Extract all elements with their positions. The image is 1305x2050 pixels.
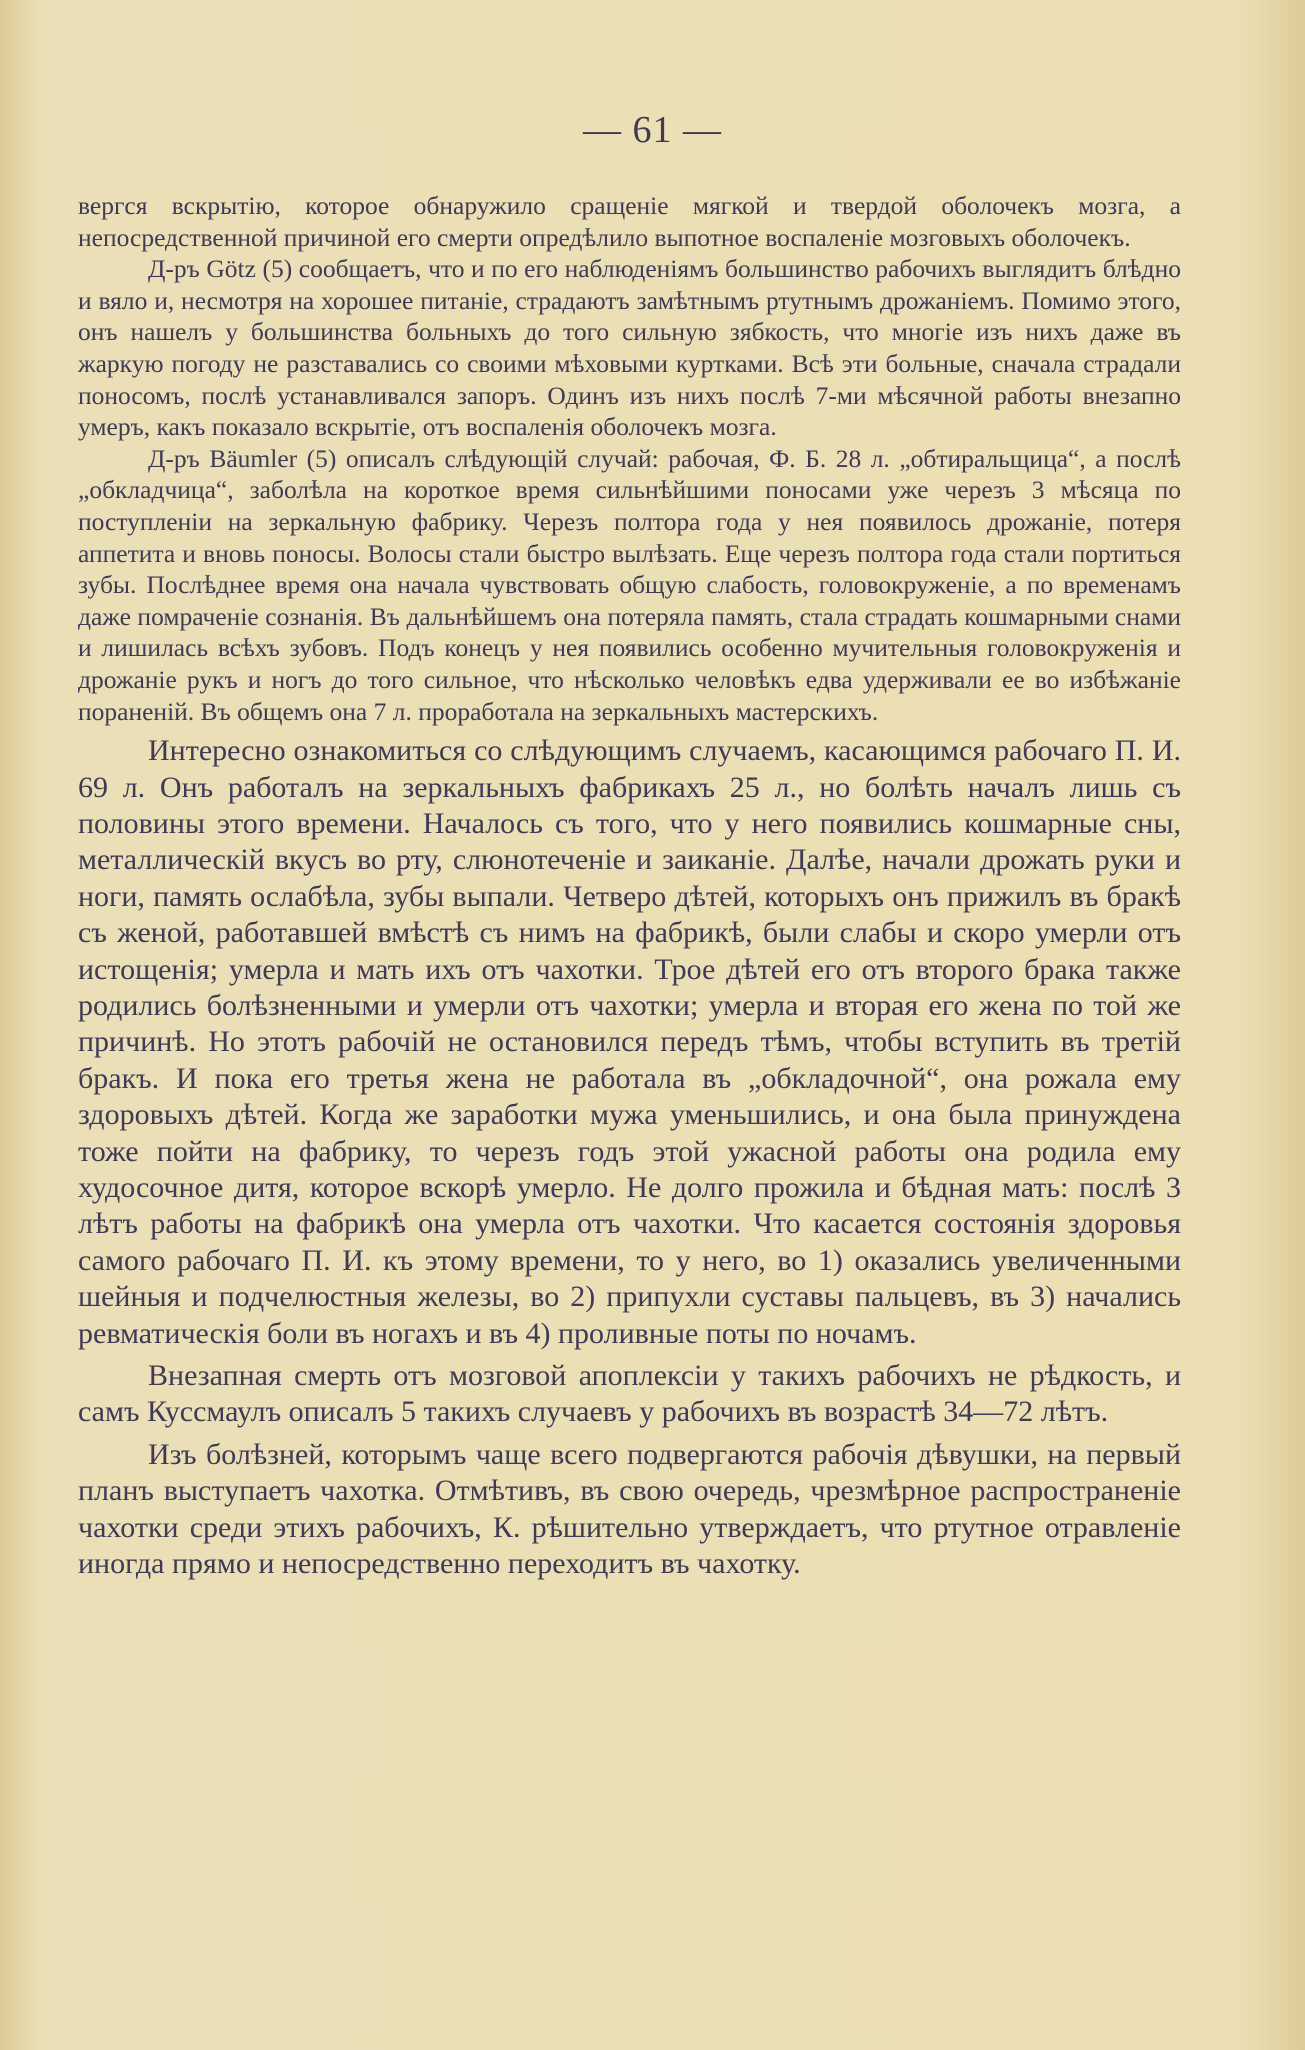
page-number: — 61 —	[583, 109, 722, 151]
paragraph-apoplexy: Внезапная смерть отъ мозговой апоплексіи у такихъ рабочихъ не рѣдкость, и самъ Куссмаулъ описалъ 5 такихъ случаевъ у рабочихъ въ возрастѣ 34—72 лѣтъ.	[78, 1359, 1181, 1429]
paragraph-baumler: Д-ръ Bäumler (5) описалъ слѣдующій случай: рабочая, Ф. Б. 28 л. „обтиральщица“, а послѣ „обкладчица“, заболѣла на короткое время сильнѣйшими поносами уже черезъ 3 мѣсяца по поступленіи на зеркальную фабрику. Черезъ полтора года у нея появилось дрожаніе, потеря аппетита и вновь поносы. Волосы стали быстро вылѣзать. Еще черезъ полтора года стали портиться зубы. Послѣднее время она начала чувствовать общую слабость, головокруженіе, а по временамъ даже помраченіе сознанія. Въ дальнѣйшемъ она потеряла память, стала страдать кошмарными снами и лишилась всѣхъ зубовъ. Подъ конецъ у нея появились особенно мучительныя головокруженія и дрожаніе рукъ и ногъ до того сильное, что нѣсколько человѣкъ едва удерживали ее во избѣжаніе пораненій. Въ общемъ она 7 л. проработала на зеркальныхъ мастерскихъ.	[78, 443, 1181, 726]
paragraph-gotz: Д-ръ Götz (5) сообщаетъ, что и по его наблюденіямъ большинство рабочихъ выглядитъ блѣдно и вяло и, несмотря на хорошее питаніе, страдаютъ замѣтнымъ ртутнымъ дрожаніемъ. Помимо этого, онъ нашелъ у большинства больныхъ до того сильную зябкость, что многіе изъ нихъ даже въ жаркую погоду не разставались со своими мѣховыми куртками. Всѣ эти больные, сначала страдали поносомъ, послѣ устанавливался запоръ. Одинъ изъ нихъ послѣ 7-ми мѣсячной работы внезапно умеръ, какъ показало вскрытіе, отъ воспаленія оболочекъ мозга.	[78, 254, 1181, 442]
page-body	[78, 190, 1181, 1582]
paragraph-tuberculosis: Изъ болѣзней, которымъ чаще всего подвергаются рабочія дѣвушки, на первый планъ выступаетъ чахотка. Отмѣтивъ, въ свою очередь, чрезмѣрное распространеніе чахотки среди этихъ рабочихъ, К. рѣшительно утверждаетъ, что ртутное отравленіе иногда прямо и непосредственно переходитъ въ чахотку.	[78, 1437, 1181, 1581]
small-print-section	[78, 190, 1181, 727]
large-print-section	[78, 733, 1181, 1582]
paragraph-continuation: вергся вскрытію, которое обнаружило сращеніе мягкой и твердой оболочекъ мозга, а непосредственной причиной его смерти опредѣлило выпотное воспаленіе мозговыхъ оболочекъ.	[78, 191, 1181, 252]
paragraph-case-p-i: Интересно ознакомиться со слѣдующимъ случаемъ, касающимся рабочаго П. И. 69 л. Онъ работалъ на зеркальныхъ фабрикахъ 25 л., но болѣть началъ лишь съ половины этого времени. Началось съ того, что у него появились кошмарные сны, металлическій вкусъ во рту, слюнотеченіе и заиканіе. Далѣе, начали дрожать руки и ноги, память ослабѣла, зубы выпали. Четверо дѣтей, которыхъ онъ прижилъ въ бракѣ съ женой, работавшей вмѣстѣ съ нимъ на фабрикѣ, были слабы и скоро умерли отъ истощенія; умерла и мать ихъ отъ чахотки. Трое дѣтей его отъ второго брака также родились болѣзненными и умерли отъ чахотки; умерла и вторая его жена по той же причинѣ. Но этотъ рабочій не остановился передъ тѣмъ, чтобы вступить въ третій бракъ. И пока его третья жена не работала въ „обкладочной“, она рожала ему здоровыхъ дѣтей. Когда же заработки мужа уменьшились, и она была принуждена тоже пойти на фабрику, то черезъ годъ этой ужасной работы она родила ему худосочное дитя, которое вскорѣ умерло. Не долго прожила и бѣдная мать: послѣ 3 лѣтъ работы на фабрикѣ она умерла отъ чахотки. Что касается состоянія здоровья самого рабочаго П. И. къ этому времени, то у него, во 1) оказались увеличенными шейныя и подчелюстныя железы, во 2) припухли суставы пальцевъ, въ 3) начались ревматическія боли въ ногахъ и въ 4) проливные поты по ночамъ.	[78, 734, 1181, 1350]
